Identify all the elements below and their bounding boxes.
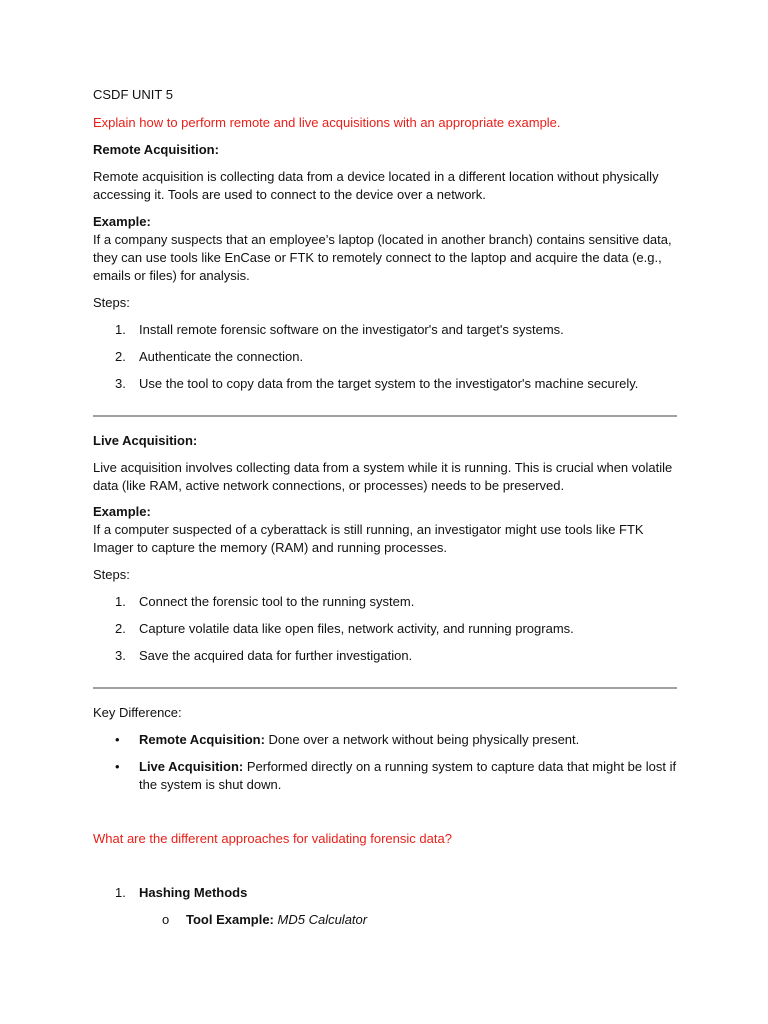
difference-term: Remote Acquisition: [139, 732, 265, 747]
live-steps-label: Steps: [93, 567, 130, 582]
list-item [93, 647, 677, 665]
live-steps-list [93, 593, 677, 665]
step-text: Capture volatile data like open files, network activity, and running programs. [139, 621, 574, 636]
remote-steps-list [93, 321, 677, 393]
step-text: Connect the forensic tool to the running system. [139, 594, 415, 609]
question-validating: What are the different approaches for validating forensic data? [93, 831, 452, 846]
list-item [93, 731, 677, 749]
section-divider [93, 687, 677, 689]
tool-example-label: Tool Example: [186, 912, 274, 927]
step-number: 2. [115, 349, 126, 364]
list-item [93, 758, 677, 794]
step-number: 2. [115, 621, 126, 636]
step-text: Save the acquired data for further investigation. [139, 648, 413, 663]
section-divider [93, 415, 677, 417]
live-heading: Live Acquisition: [93, 433, 198, 448]
circle-bullet-icon: o [162, 912, 170, 927]
validation-title: Hashing Methods [139, 885, 248, 900]
live-description: Live acquisition involves collecting data from a system while it is running. This is crucial when volatile data (like RAM, active network connections, or processes) needs to be preserved. [93, 460, 673, 493]
step-number: 3. [115, 648, 126, 663]
live-example-label: Example: [93, 504, 151, 519]
live-example-text: If a computer suspected of a cyberattack is still running, an investigator might use tools like FTK Imager to capture the memory (RAM) and running processes. [93, 522, 644, 555]
list-item [93, 620, 677, 638]
validation-list [93, 884, 677, 902]
step-text: Install remote forensic software on the investigator's and target's systems. [139, 322, 564, 337]
step-number: 1. [115, 594, 126, 609]
question-remote-live: Explain how to perform remote and live acquisitions with an appropriate example. [93, 115, 561, 130]
tool-example-value: MD5 Calculator [277, 912, 368, 927]
document-title: CSDF UNIT 5 [93, 87, 173, 102]
remote-steps-label: Steps: [93, 295, 130, 310]
difference-text: Done over a network without being physically present. [264, 732, 580, 747]
key-difference-label: Key Difference: [93, 705, 182, 720]
validation-sub-list [93, 911, 677, 929]
step-text: Authenticate the connection. [139, 349, 304, 364]
bullet-icon: • [115, 759, 120, 774]
list-item [93, 348, 677, 366]
document-page [93, 86, 677, 929]
list-item [93, 321, 677, 339]
key-difference-list [93, 731, 677, 794]
bullet-icon: • [115, 732, 120, 747]
remote-description: Remote acquisition is collecting data from a device located in a different location without physically accessing it. Tools are used to connect to the device over a network. [93, 169, 659, 202]
list-item [93, 884, 677, 902]
step-text: Use the tool to copy data from the target system to the investigator's machine securely. [139, 376, 639, 391]
difference-term: Live Acquisition: [139, 759, 244, 774]
step-number: 1. [115, 322, 126, 337]
list-item [93, 911, 677, 929]
item-number: 1. [115, 885, 126, 900]
difference-text: Performed directly on a running system to capture data that might be lost if the system is shut down. [139, 759, 677, 792]
remote-example-label: Example: [93, 214, 151, 229]
list-item [93, 593, 677, 611]
list-item [93, 375, 677, 393]
remote-heading: Remote Acquisition: [93, 142, 219, 157]
step-number: 3. [115, 376, 126, 391]
remote-example-text: If a company suspects that an employee’s laptop (located in another branch) contains sensitive data, they can use tools like EnCase or FTK to remotely connect to the laptop and acquire the data (e.g., emails or files) for analysis. [93, 232, 672, 283]
